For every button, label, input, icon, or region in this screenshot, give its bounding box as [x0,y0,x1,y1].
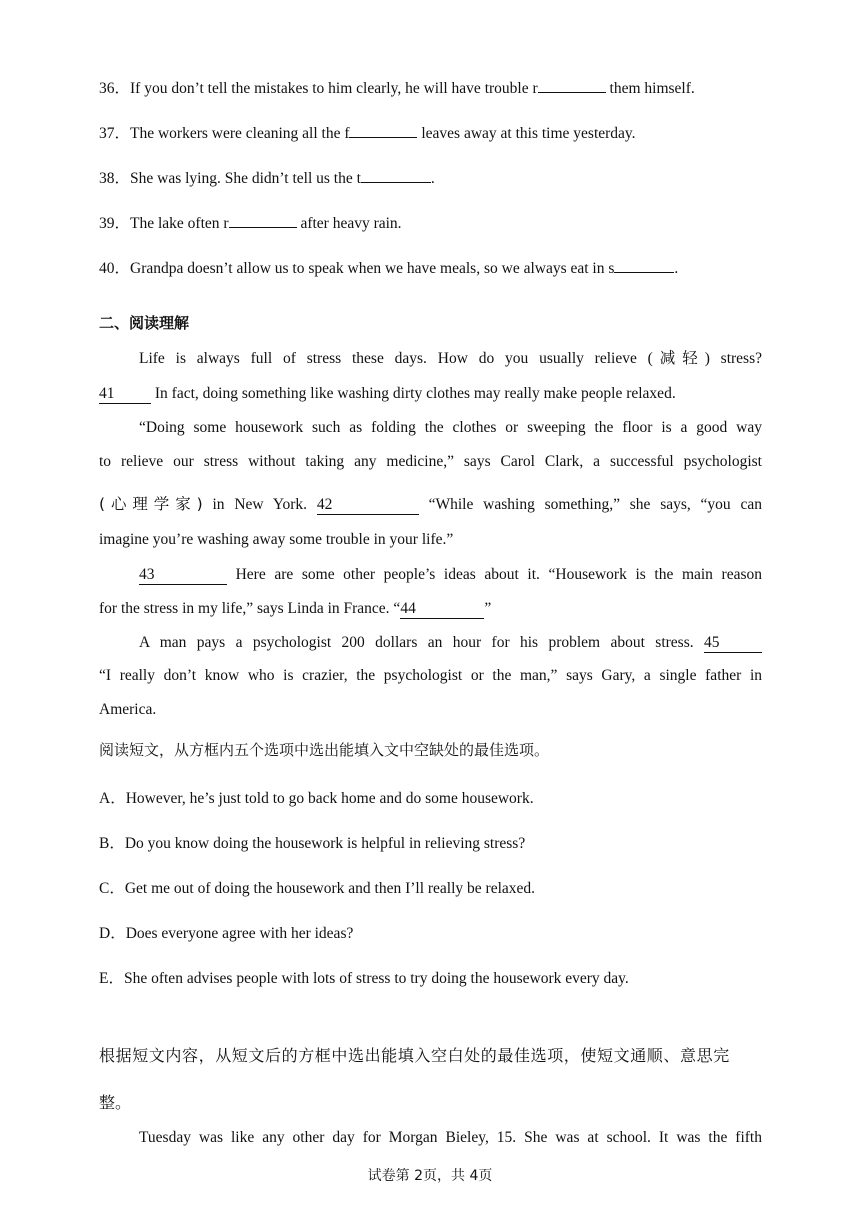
passage-line [99,600,762,619]
passage-text: ) stress? [704,350,762,367]
section-heading: 二、阅读理解 [99,314,190,332]
passage-line [139,566,762,585]
option-a: A．However, he’s just told to go back home and do some housework. [99,790,534,807]
question-38 [99,166,435,188]
question-text: . [674,260,679,277]
passage-line: “Doing some housework such as folding the clothes or sweeping the floor is a good way [139,419,762,436]
question-text: 36．If you don’t tell the mistakes to him clearly, he will have trouble r [99,80,538,97]
passage-line: “I really don’t know who is crazier, the psychologist or the man,” says Gary, a single father in [99,667,762,684]
page-footer: 试卷第 2页，共 4页 [367,1168,493,1184]
option-e: E．She often advises people with lots of stress to try doing the housework every day. [99,970,629,987]
passage-line: to relieve our stress without taking any medicine,” says Carol Clark, a successful psychologist [99,453,762,470]
blank-44[interactable]: 44 [400,600,484,619]
question-text: after heavy rain. [296,215,402,232]
question-text: 37．The workers were cleaning all the f [99,125,350,142]
option-c: C．Get me out of doing the housework and then I’ll really be relaxed. [99,880,536,897]
passage-line: America. [99,701,157,718]
option-d: D．Does everyone agree with her ideas? [99,925,354,942]
blank-45[interactable]: 45 [704,634,762,653]
question-text: leaves away at this time yesterday. [417,125,636,142]
question-text: . [430,170,435,187]
passage-line [99,385,762,404]
passage-text: “While washing something,” she says, “you can [418,496,762,513]
passage-text: In fact, doing something like washing dirty clothes may really make people relaxed. [151,385,676,402]
question-36 [99,76,695,98]
question-40 [99,256,678,278]
question-39 [99,211,402,233]
instruction-text: 阅读短文，从方框内五个选项中选出能填入文中空缺处的最佳选项。 [99,741,550,759]
instruction-text: 根据短文内容，从短文后的方框中选出能填入空白处的最佳选项，使短文通顺、意思完 [99,1046,730,1065]
passage-text-cn: 减轻 [652,349,705,367]
passage-text: ” [484,600,492,617]
answer-blank[interactable] [349,122,417,139]
passage-line: Tuesday was like any other day for Morgan Bieley, 15. She was at school. It was the fifth [139,1129,762,1146]
passage-text: A man pays a psychologist 200 dollars an hour for his problem about stress. [139,634,704,651]
passage-line [139,634,762,653]
answer-blank[interactable] [361,167,431,184]
passage-text: for the stress in my life,” says Linda in France. “ [99,600,401,617]
answer-blank[interactable] [614,257,674,274]
answer-blank[interactable] [538,77,606,94]
blank-43[interactable]: 43 [139,566,227,585]
passage-line [139,346,762,368]
blank-42[interactable]: 42 [317,496,419,515]
question-37 [99,121,636,143]
passage-text-cn: (心理学家) [99,495,203,513]
question-text: 38．She was lying. She didn’t tell us the t [99,170,361,187]
passage-line: imagine you’re washing away some trouble in your life.” [99,531,454,548]
question-text: 39．The lake often r [99,215,229,232]
question-text: 40．Grandpa doesn’t allow us to speak when we have meals, so we always eat in s [99,260,615,277]
passage-line [99,492,762,515]
passage-text: Here are some other people’s ideas about it. “Housework is the main reason [227,566,762,583]
passage-text: in New York. [202,496,317,513]
answer-blank[interactable] [229,212,297,229]
instruction-text: 整。 [99,1093,132,1112]
blank-41[interactable]: 41 [99,385,151,404]
passage-text: Life is always full of stress these days. How do you usually relieve ( [139,350,653,367]
option-b: B．Do you know doing the housework is helpful in relieving stress? [99,835,526,852]
question-text: them himself. [605,80,695,97]
